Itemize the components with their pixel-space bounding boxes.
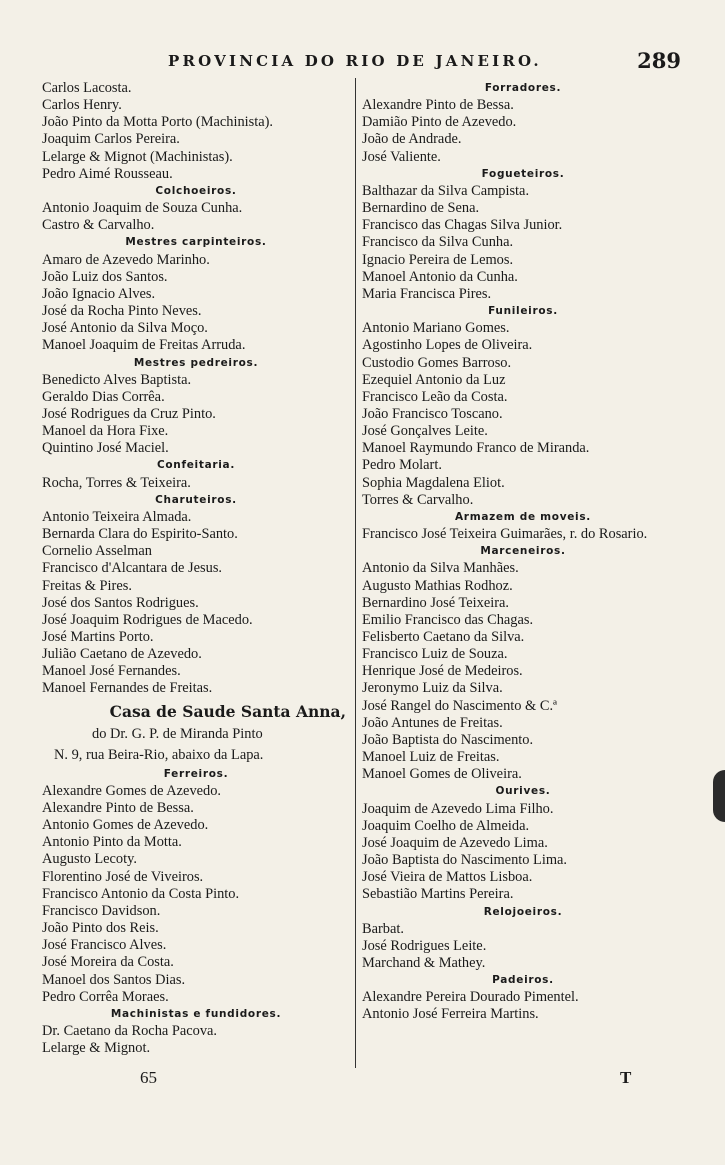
directory-entry: Antonio Teixeira Almada. [42,508,192,525]
directory-entry: Manoel Joaquim de Freitas Arruda. [42,337,246,354]
directory-entry: Agostinho Lopes de Oliveira. [362,337,533,354]
directory-entry: Bernarda Clara do Espirito-Santo. [42,526,238,543]
left-sections-after [42,766,350,1058]
directory-entry: Francisco Davidson. [42,902,161,919]
directory-entry: Francisco das Chagas Silva Junior. [362,217,563,234]
left-sections [42,183,350,698]
directory-entry: Alexandre Pereira Dourado Pimentel. [362,989,579,1006]
directory-entry: Francisco José Teixeira Guimarães, r. do Rosario. [362,526,648,543]
directory-entry: Rocha, Torres & Teixeira. [42,474,191,491]
directory-entry: José Gonçalves Leite. [362,423,488,440]
directory-entry: Maria Francisca Pires. [362,285,492,302]
directory-entry: Francisco Luiz de Souza. [362,646,508,663]
section-mestres-pedreiros [42,355,350,458]
section-ferreiros [42,766,350,1006]
page-edge-tab [713,770,725,822]
directory-entry: Antonio da Silva Manhães. [362,560,519,577]
directory-entry: Francisco da Silva Cunha. [362,234,514,251]
directory-entry: Emilio Francisco das Chagas. [362,611,534,628]
directory-entry: Pedro Molart. [362,457,442,474]
section-heading: Relojoeiros. [483,905,563,918]
section-heading: Marceneiros. [480,545,566,558]
directory-entry: Antonio Gomes de Azevedo. [42,817,209,834]
section-funileiros [362,303,684,509]
page-header [0,48,725,78]
section-armazem-de-moveis [362,509,684,543]
directory-entry: Joaquim de Azevedo Lima Filho. [362,800,554,817]
directory-entry: Amaro de Azevedo Marinho. [42,251,210,268]
directory-entry: Bernardino de Sena. [362,200,480,217]
directory-entry: Manoel Luiz de Freitas. [362,749,500,766]
section-charuteiros [42,492,350,698]
directory-entry: Barbat. [362,920,404,937]
directory-entry: João Pinto da Motta Porto (Machinista). [42,114,274,131]
casa-line-2: N. 9, rua Beira-Rio, abaixo da Lapa. [54,746,264,763]
directory-entry: José Rangel do Nascimento & C.ª [362,697,558,714]
section-heading: Mestres pedreiros. [133,356,259,369]
directory-entry: Balthazar da Silva Campista. [362,182,530,199]
directory-entry: Castro & Carvalho. [42,217,155,234]
column-divider [355,78,356,1068]
left-column [42,80,350,1057]
section-relojoeiros [362,904,684,973]
directory-entry: João Baptista do Nascimento Lima. [362,852,568,869]
directory-entry: José Antonio da Silva Moço. [42,320,208,337]
directory-entry: Damião Pinto de Azevedo. [362,114,517,131]
section-padeiros [362,972,684,1023]
directory-entry: Alexandre Pinto de Bessa. [362,97,514,114]
directory-entry: Francisco Antonio da Costa Pinto. [42,885,240,902]
directory-entry: Sophia Magdalena Eliot. [362,474,505,491]
directory-entry: Geraldo Dias Corrêa. [42,388,165,405]
directory-entry: Manoel José Fernandes. [42,663,181,680]
section-heading: Ferreiros. [163,767,229,780]
directory-entry: Julião Caetano de Azevedo. [42,646,202,663]
directory-entry: João Baptista do Nascimento. [362,731,534,748]
page-footer [0,1068,725,1090]
section-heading: Padeiros. [492,974,554,987]
directory-entry: Manoel da Hora Fixe. [42,423,169,440]
directory-entry: Manoel Fernandes de Freitas. [42,680,213,697]
directory-entry: Dr. Caetano da Rocha Pacova. [42,1022,218,1039]
page-number: 289 [637,48,681,73]
directory-entry: Carlos Henry. [42,97,122,114]
section-heading: Ourives. [495,785,551,798]
directory-entry: Sebastião Martins Pereira. [362,886,514,903]
section-heading: Funileiros. [488,305,558,318]
directory-entry: Marchand & Mathey. [362,954,486,971]
directory-entry: José Rodrigues Leite. [362,937,487,954]
section-mestres-carpinteiros [42,234,350,354]
directory-entry: João Luiz dos Santos. [42,268,168,285]
right-sections [362,80,684,1024]
right-column [362,80,684,1024]
directory-entry: Carlos Lacosta. [42,80,132,96]
directory-entry: João Ignacio Alves. [42,285,156,302]
directory-entry: Pedro Aimé Rousseau. [42,165,173,182]
section-heading: Armazem de moveis. [454,510,591,523]
directory-entry: Ezequiel Antonio da Luz [362,371,506,388]
directory-entry: Benedicto Alves Baptista. [42,371,192,388]
directory-entry: Antonio Joaquim de Souza Cunha. [42,200,243,217]
section-heading: Charuteiros. [155,493,237,506]
directory-entry: Cornelio Asselman [42,543,152,560]
casa-de-saude-block [42,700,350,766]
directory-entry: Alexandre Pinto de Bessa. [42,799,194,816]
directory-entry: José Rodrigues da Cruz Pinto. [42,405,216,422]
directory-entry: João Pinto dos Reis. [42,920,159,937]
section-heading: Machinistas e fundidores. [110,1007,282,1020]
section-heading: Confeitaria. [156,459,236,472]
section-colchoeiros [42,183,350,234]
directory-entry: Augusto Mathias Rodhoz. [362,577,513,594]
directory-entry: Pedro Corrêa Moraes. [42,988,169,1005]
directory-entry: José Joaquim Rodrigues de Macedo. [42,611,253,628]
directory-entry: Lelarge & Mignot. [42,1040,151,1057]
directory-entry: Manoel Antonio da Cunha. [362,268,518,285]
directory-entry: Manoel Gomes de Oliveira. [362,766,522,783]
directory-entry: Ignacio Pereira de Lemos. [362,251,514,268]
directory-entry: Francisco Leão da Costa. [362,388,508,405]
directory-entry: Joaquim Coelho de Almeida. [362,817,530,834]
directory-entry: Felisberto Caetano da Silva. [362,629,525,645]
directory-entry: Freitas & Pires. [42,577,132,594]
section-ourives [362,783,684,903]
directory-entry: Joaquim Carlos Pereira. [42,131,180,148]
directory-entry: Bernardino José Teixeira. [362,594,509,611]
directory-entry: José Moreira da Costa. [42,954,174,971]
directory-entry: José dos Santos Rodrigues. [42,594,199,611]
directory-entry: José Francisco Alves. [42,937,167,954]
directory-entry: José da Rocha Pinto Neves. [42,303,202,320]
directory-entry: José Vieira de Mattos Lisboa. [362,869,533,886]
intro-entries [42,80,350,183]
directory-entry: Henrique José de Medeiros. [362,663,523,680]
directory-entry: Antonio José Ferreira Martins. [362,1006,539,1023]
signature-mark-left: 65 [140,1068,157,1087]
directory-entry: Alexandre Gomes de Azevedo. [42,782,222,799]
directory-entry: Torres & Carvalho. [362,491,474,508]
section-heading: Mestres carpinteiros. [125,236,267,249]
section-fogueteiros [362,166,684,303]
directory-entry: Manoel Raymundo Franco de Miranda. [362,440,590,457]
section-heading: Colchoeiros. [155,184,237,197]
directory-entry: Custodio Gomes Barroso. [362,354,512,371]
section-machinistas-e-fundidores [42,1006,350,1057]
directory-entry: Florentino José de Viveiros. [42,868,204,885]
casa-line-1: do Dr. G. P. de Miranda Pinto [92,725,263,742]
directory-entry: Lelarge & Mignot (Machinistas). [42,148,233,165]
casa-name: Casa de Saude Santa Anna, [109,701,346,721]
directory-entry: Francisco d'Alcantara de Jesus. [42,560,223,577]
section-marceneiros [362,543,684,783]
directory-entry: João Antunes de Freitas. [362,714,503,731]
directory-entry: João de Andrade. [362,131,462,148]
section-heading: Fogueteiros. [481,167,565,180]
signature-mark-right: T [620,1068,632,1087]
directory-entry: José Martins Porto. [42,629,154,645]
directory-entry: Jeronymo Luiz da Silva. [362,680,503,697]
page-title: PROVINCIA DO RIO DE JANEIRO. [168,52,542,70]
directory-entry: José Joaquim de Azevedo Lima. [362,834,548,851]
directory-entry: Manoel dos Santos Dias. [42,971,186,988]
directory-entry: João Francisco Toscano. [362,405,503,422]
section-heading: Forradores. [484,82,562,94]
directory-entry: José Valiente. [362,148,441,165]
section-confeitaria [42,457,350,491]
directory-entry: Quintino José Maciel. [42,440,169,457]
directory-entry: Antonio Mariano Gomes. [362,320,510,337]
section-forradores [362,80,684,166]
directory-entry: Augusto Lecoty. [42,851,137,868]
directory-entry: Antonio Pinto da Motta. [42,834,182,851]
